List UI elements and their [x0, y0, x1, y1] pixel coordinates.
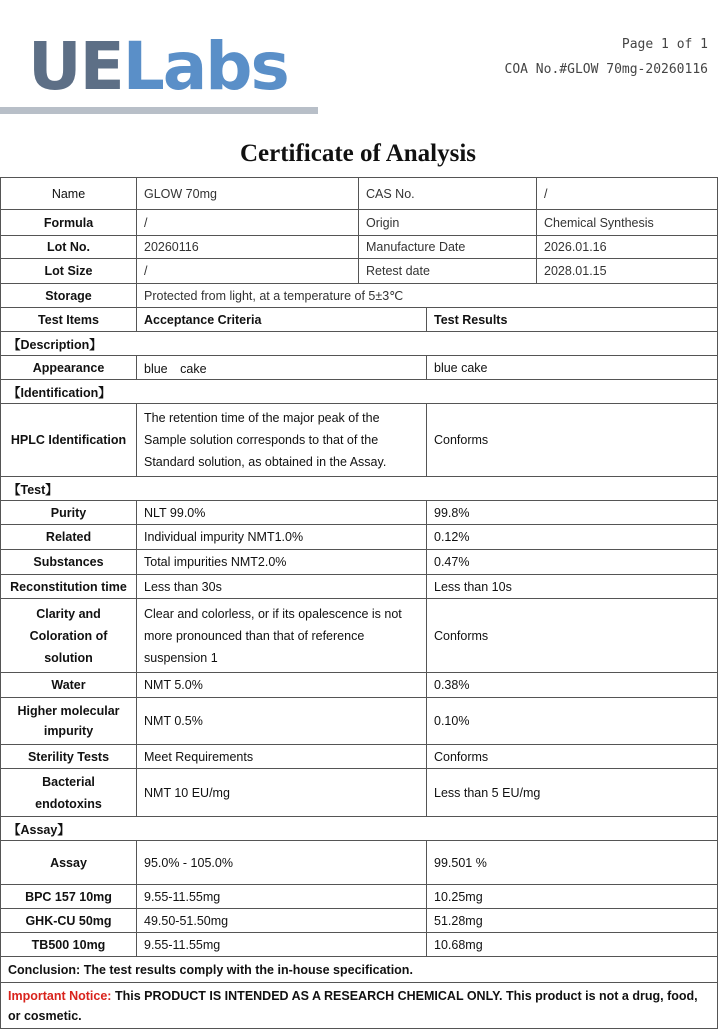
- hplc-criteria-line-2: Sample solution corresponds to that of the: [144, 433, 379, 447]
- related-label-line-1: Related: [1, 525, 137, 550]
- row-appearance: [1, 356, 718, 380]
- page-number: Page 1 of 1: [621, 37, 708, 52]
- assay-label: Assay: [1, 841, 137, 885]
- endotoxins-criteria: NMT 10 EU/mg: [137, 769, 427, 817]
- higher-molecular-label-line-2: impurity: [43, 724, 94, 738]
- info-row-storage: [1, 284, 718, 308]
- bpc157-result: 10.25mg: [427, 885, 718, 909]
- water-result: 0.38%: [427, 673, 718, 698]
- hplc-criteria-line-3: Standard solution, as obtained in the Assay.: [144, 455, 387, 469]
- endotoxins-label: [1, 769, 137, 817]
- tb500-criteria: 9.55-11.55mg: [137, 933, 427, 957]
- higher-molecular-result: 0.10%: [427, 698, 718, 745]
- info-row-lot-size: [1, 259, 718, 284]
- row-related-individual: [1, 525, 718, 550]
- clarity-label-line-3: solution: [44, 650, 93, 665]
- logo-ue-text: UE: [28, 28, 123, 105]
- clarity-criteria-line-1: Clear and colorless, or if its opalescence is not: [144, 606, 402, 621]
- section-identification: [1, 380, 718, 404]
- row-conclusion: [1, 957, 718, 983]
- hplc-label: HPLC Identification: [1, 404, 137, 477]
- row-bpc157: [1, 885, 718, 909]
- info-row-lot: [1, 236, 718, 259]
- manufacture-date-label: Manufacture Date: [359, 236, 537, 259]
- info-row-name: [1, 178, 718, 210]
- higher-molecular-label: [1, 698, 137, 745]
- bpc157-criteria: 9.55-11.55mg: [137, 885, 427, 909]
- conclusion-text: Conclusion: The test results comply with the in-house specification.: [1, 957, 718, 983]
- origin-label: Origin: [359, 210, 537, 236]
- col-test-results: Test Results: [427, 308, 718, 332]
- section-test-label: 【Test】: [1, 477, 718, 501]
- tb500-label: TB500 10mg: [1, 933, 137, 957]
- important-notice: [1, 983, 718, 1029]
- sterility-result: Conforms: [427, 745, 718, 769]
- logo-underline-bar: [0, 107, 318, 114]
- section-assay-label: 【Assay】: [1, 817, 718, 841]
- reconstitution-result: Less than 10s: [427, 575, 718, 599]
- col-acceptance-criteria: Acceptance Criteria: [137, 308, 427, 332]
- purity-label: Purity: [1, 501, 137, 525]
- row-endotoxins: [1, 769, 718, 817]
- related-result-total: 0.47%: [427, 550, 718, 575]
- formula-label: Formula: [1, 210, 137, 236]
- clarity-criteria-line-2: more pronounced than that of reference: [144, 628, 365, 643]
- related-criteria-total: Total impurities NMT2.0%: [137, 550, 427, 575]
- info-row-formula: [1, 210, 718, 236]
- storage-value: Protected from light, at a temperature of 5±3℃: [137, 284, 718, 308]
- cas-label: CAS No.: [359, 178, 537, 210]
- related-label-line-2: Substances: [1, 550, 137, 575]
- row-clarity: [1, 599, 718, 673]
- row-purity: [1, 501, 718, 525]
- hplc-criteria: [137, 404, 427, 477]
- row-assay: [1, 841, 718, 885]
- water-label: Water: [1, 673, 137, 698]
- row-related-total: [1, 550, 718, 575]
- name-value: GLOW 70mg: [137, 178, 359, 210]
- notice-text: This PRODUCT IS INTENDED AS A RESEARCH CHEMICAL ONLY. This product is not a drug, food, or cosmetic.: [8, 988, 698, 1023]
- name-label: Name: [1, 178, 137, 210]
- storage-label: Storage: [1, 284, 137, 308]
- higher-molecular-label-line-1: Higher molecular: [17, 704, 120, 718]
- clarity-label-line-1: Clarity and: [36, 606, 101, 621]
- retest-date-value: 2028.01.15: [537, 259, 718, 284]
- lot-size-value: /: [137, 259, 359, 284]
- clarity-label-line-2: Coloration of: [29, 628, 108, 643]
- notice-label: Important Notice:: [8, 988, 112, 1003]
- row-notice: [1, 983, 718, 1029]
- row-higher-molecular: [1, 698, 718, 745]
- endotoxins-result: Less than 5 EU/mg: [427, 769, 718, 817]
- section-assay: [1, 817, 718, 841]
- clarity-criteria-line-3: suspension 1: [144, 650, 218, 665]
- endotoxins-label-line-1: Bacterial: [42, 774, 95, 789]
- row-water: [1, 673, 718, 698]
- assay-criteria: 95.0% - 105.0%: [137, 841, 427, 885]
- section-test: [1, 477, 718, 501]
- lot-value: 20260116: [137, 236, 359, 259]
- retest-date-label: Retest date: [359, 259, 537, 284]
- section-description-label: 【Description】: [1, 332, 718, 356]
- company-logo: [28, 28, 288, 105]
- hplc-result: Conforms: [427, 404, 718, 477]
- cas-value: /: [537, 178, 718, 210]
- formula-value: /: [137, 210, 359, 236]
- row-reconstitution: [1, 575, 718, 599]
- hplc-criteria-line-1: The retention time of the major peak of the: [144, 411, 380, 425]
- row-hplc: [1, 404, 718, 477]
- reconstitution-criteria: Less than 30s: [137, 575, 427, 599]
- sterility-label: Sterility Tests: [1, 745, 137, 769]
- ghk-cu-result: 51.28mg: [427, 909, 718, 933]
- clarity-result: Conforms: [427, 599, 718, 673]
- assay-result: 99.501 %: [427, 841, 718, 885]
- row-ghk-cu: [1, 909, 718, 933]
- purity-criteria: NLT 99.0%: [137, 501, 427, 525]
- coa-table: [0, 177, 718, 1029]
- ghk-cu-label: GHK-CU 50mg: [1, 909, 137, 933]
- reconstitution-label: Reconstitution time: [1, 575, 137, 599]
- logo-labs-text: Labs: [122, 28, 288, 105]
- appearance-label: Appearance: [1, 356, 137, 380]
- section-identification-label: 【Identification】: [1, 380, 718, 404]
- document-title: Certificate of Analysis: [239, 140, 477, 167]
- appearance-criteria: blue cake: [137, 356, 427, 380]
- row-tb500: [1, 933, 718, 957]
- clarity-label: [1, 599, 137, 673]
- coa-number: COA No.#GLOW 70mg-20260116: [504, 62, 708, 77]
- tb500-result: 10.68mg: [427, 933, 718, 957]
- section-description: [1, 332, 718, 356]
- ghk-cu-criteria: 49.50-51.50mg: [137, 909, 427, 933]
- col-test-items: Test Items: [1, 308, 137, 332]
- origin-value: Chemical Synthesis: [537, 210, 718, 236]
- related-criteria-individual: Individual impurity NMT1.0%: [137, 525, 427, 550]
- water-criteria: NMT 5.0%: [137, 673, 427, 698]
- lot-label: Lot No.: [1, 236, 137, 259]
- higher-molecular-criteria: NMT 0.5%: [137, 698, 427, 745]
- clarity-criteria: [137, 599, 427, 673]
- manufacture-date-value: 2026.01.16: [537, 236, 718, 259]
- endotoxins-label-line-2: endotoxins: [35, 796, 102, 811]
- sterility-criteria: Meet Requirements: [137, 745, 427, 769]
- row-sterility: [1, 745, 718, 769]
- appearance-result: blue cake: [427, 356, 718, 380]
- bpc157-label: BPC 157 10mg: [1, 885, 137, 909]
- related-result-individual: 0.12%: [427, 525, 718, 550]
- lot-size-label: Lot Size: [1, 259, 137, 284]
- purity-result: 99.8%: [427, 501, 718, 525]
- column-header-row: [1, 308, 718, 332]
